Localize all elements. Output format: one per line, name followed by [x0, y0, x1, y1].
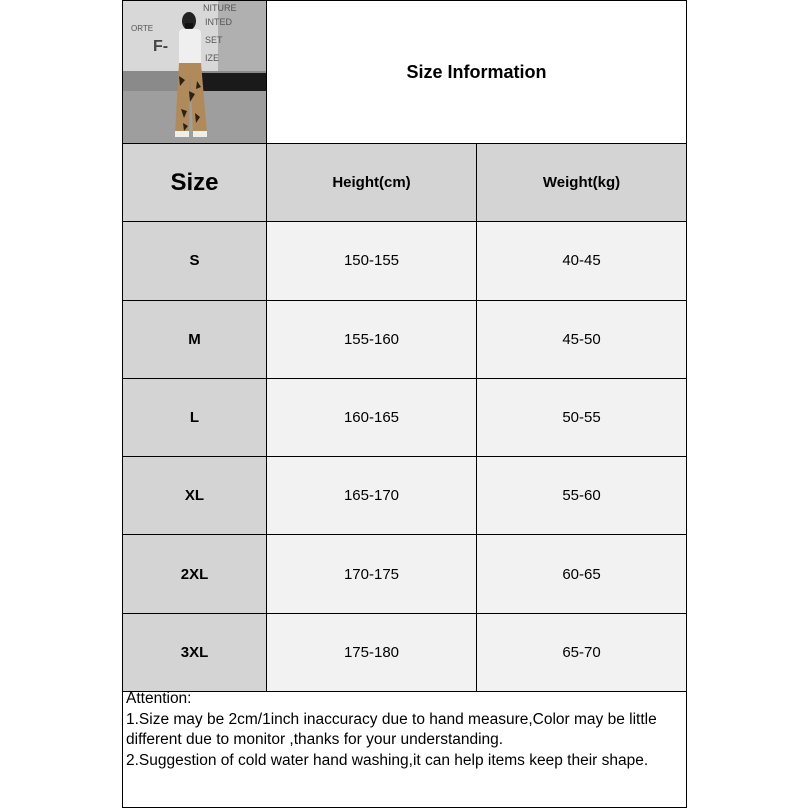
sign-text: F- [153, 38, 169, 55]
page-title: Size Information [267, 1, 686, 144]
height-cell: 165-170 [267, 457, 477, 534]
notes-heading: Attention: [126, 690, 192, 707]
size-cell: M [123, 301, 267, 378]
height-cell: 175-180 [267, 614, 477, 691]
sign-text: SET [205, 35, 223, 45]
size-cell: 2XL [123, 535, 267, 612]
table-header-row [123, 144, 686, 222]
header-height: Height(cm) [267, 144, 477, 221]
size-cell: XL [123, 457, 267, 534]
product-photo-image [123, 1, 266, 143]
size-cell: 3XL [123, 614, 267, 691]
weight-cell: 40-45 [477, 222, 686, 299]
weight-cell: 50-55 [477, 379, 686, 456]
height-cell: 150-155 [267, 222, 477, 299]
attention-notes [126, 689, 681, 771]
sign-text: NITURE [203, 3, 237, 13]
sign-text: INTED [205, 17, 232, 27]
notes-line-1: 1.Size may be 2cm/1inch inaccuracy due to hand measure,Color may be little different due to monitor ,thanks for your understanding. [126, 710, 657, 748]
size-cell: L [123, 379, 267, 456]
product-photo [123, 1, 267, 144]
height-cell: 160-165 [267, 379, 477, 456]
sign-text: ORTE [131, 24, 154, 33]
height-cell: 170-175 [267, 535, 477, 612]
table-row [123, 614, 686, 692]
header-weight: Weight(kg) [477, 144, 686, 221]
table-row [123, 301, 686, 379]
weight-cell: 45-50 [477, 301, 686, 378]
header-size: Size [123, 144, 267, 221]
size-chart [122, 0, 687, 808]
table-row [123, 379, 686, 457]
table-row [123, 535, 686, 613]
height-cell: 155-160 [267, 301, 477, 378]
size-table [123, 144, 686, 692]
notes-line-2: 2.Suggestion of cold water hand washing,it can help items keep their shape. [126, 751, 649, 769]
weight-cell: 60-65 [477, 535, 686, 612]
sign-text: IZE [205, 53, 220, 63]
weight-cell: 65-70 [477, 614, 686, 691]
weight-cell: 55-60 [477, 457, 686, 534]
table-row [123, 222, 686, 300]
size-cell: S [123, 222, 267, 299]
table-row [123, 457, 686, 535]
